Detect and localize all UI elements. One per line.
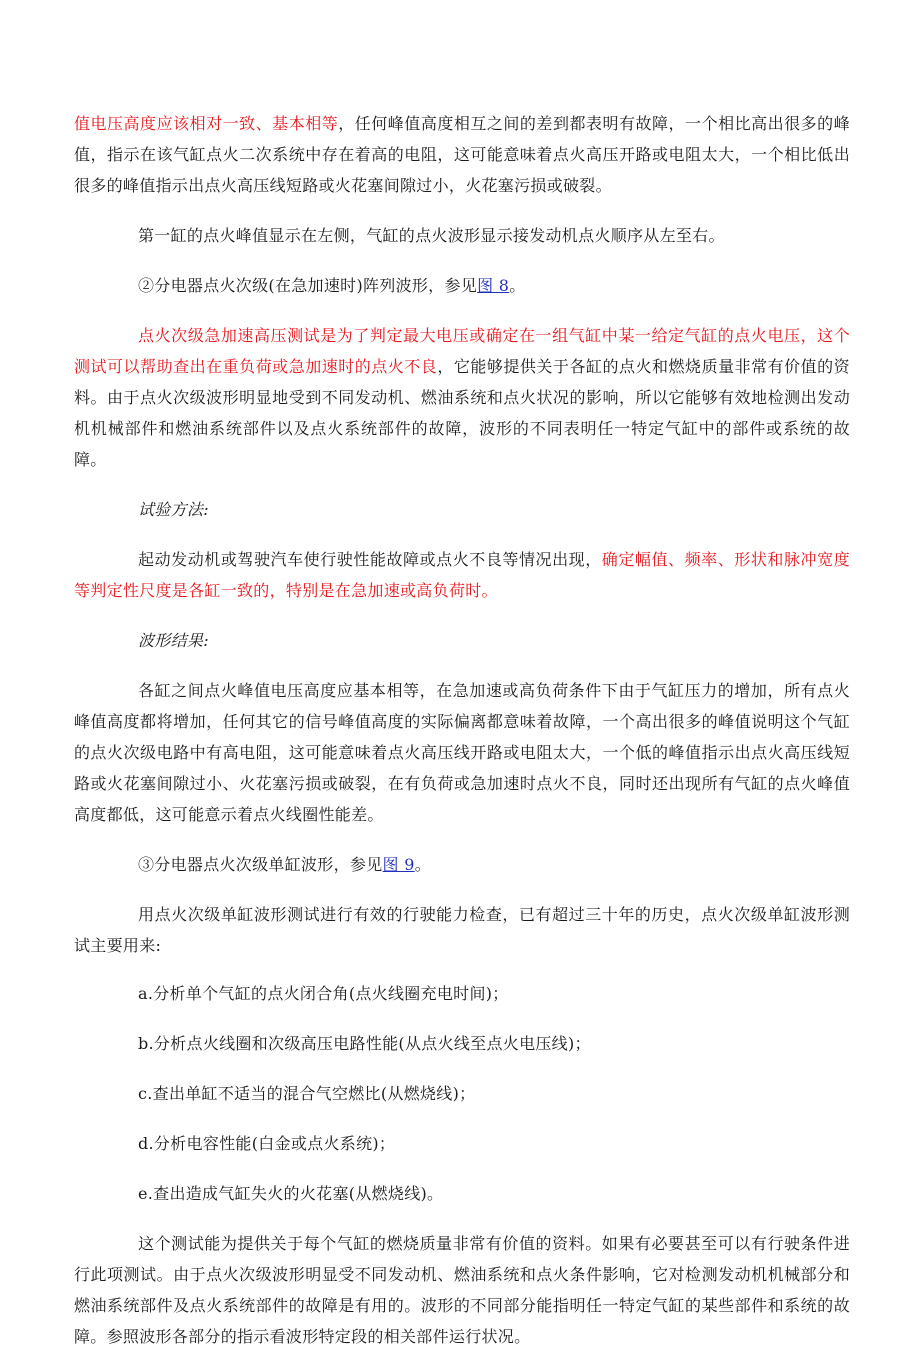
list-item-d: d.分析电容性能(白金或点火系统)； [138,1134,396,1153]
list-item-e: e.查出造成气缸失火的火花塞(从燃烧线)。 [138,1184,444,1203]
body-text: 。 [414,855,431,874]
heading-text: 试验方法: [138,500,209,519]
paragraph-peak-voltage [74,108,850,201]
figure-9-link[interactable]: 图 9 [382,855,415,874]
paragraph-first-cylinder: 第一缸的点火峰值显示在左侧，气缸的点火波形显示接发动机点火顺序从左至右。 [138,226,725,245]
body-text: 起动发动机或驾驶汽车使行驶性能故障或点火不良等情况出现， [138,550,602,569]
list-item-b: b.分析点火线圈和次级高压电路性能(从点火线至点火电压线)； [138,1034,591,1053]
paragraph-single-cylinder [74,849,850,880]
body-text: ，任何峰值高度相互之间的差到都表明有故障，一个相比高出很多的峰值，指示在该气缸点火二次系统中存在着高的电阻，这可能意味着点火高压开路或电阻太大，一个相比低出很多的峰值指示出点火高压线短路或火花塞间隙过小，火花塞污损或破裂。 [74,114,850,195]
heading-waveform-results [74,625,850,656]
document-page [74,108,850,1371]
figure-8-link[interactable]: 图 8 [477,276,510,295]
body-text: ③分电器点火次级单缸波形，参见 [138,855,383,874]
highlight-text: 点火次级急加速高压测试是为了判定最大电压或确定在一组气缸中某一给定气缸的点火电压，这个测试可以帮助查出在重负荷或急加速时的点火不良 [74,326,850,376]
paragraph-combustion-quality: 这个测试能为提供关于每个气缸的燃烧质量非常有价值的资料。如果有必要甚至可以有行驶条件进行此项测试。由于点火次级波形明显受不同发动机、燃油系统和点火条件影响，它对检测发动机机械部分和燃油系统部件及点火系统部件的故障是有用的。波形的不同部分能指明任一特定气缸的某些部件和系统的故障。参照波形各部分的指示看波形特定段的相关部件运行状况。 [74,1234,850,1346]
highlight-text: 值电压高度应该相对一致、基本相等 [74,114,339,133]
highlight-text: 确定幅值、频率、形状和脉冲宽度等判定性尺度是各缸一致的，特别是在急加速或高负荷时。 [74,550,850,600]
paragraph-acceleration-test [74,320,850,475]
heading-test-method [74,494,850,525]
body-text: 。 [509,276,526,295]
paragraph-test-method [74,544,850,606]
list-item-a: a.分析单个气缸的点火闭合角(点火线圈充电时间)； [138,984,509,1003]
paragraph-waveform-results: 各缸之间点火峰值电压高度应基本相等，在急加速或高负荷条件下由于气缸压力的增加，所有点火峰值高度都将增加，任何其它的信号峰值高度的实际偏离都意味着故障，一个高出很多的峰值说明这个气缸的点火次级电路中有高电阻，这可能意味着点火高压线开路或电阻太大，一个低的峰值指示出点火高压线短路或火花塞间隙过小、火花塞污损或破裂，在有负荷或急加速时点火不良，同时还出现所有气缸的点火峰值高度都低，这可能意示着点火线圈性能差。 [74,681,850,824]
body-text: ，它能够提供关于各缸的点火和燃烧质量非常有价值的资料。由于点火次级波形明显地受到不同发动机、燃油系统和点火状况的影响，所以它能够有效地检测出发动机机械部件和燃油系统部件以及点火系统部件的故障，波形的不同表明任一特定气缸中的部件或系统的故障。 [74,357,850,469]
body-text: ②分电器点火次级(在急加速时)阵列波形，参见 [138,276,478,295]
paragraph-single-cylinder-intro: 用点火次级单缸波形测试进行有效的行驶能力检查，已有超过三十年的历史，点火次级单缸波形测试主要用来: [74,905,850,955]
heading-text: 波形结果: [138,631,209,650]
paragraph-array-waveform [74,270,850,301]
list-item-c: c.查出单缸不适当的混合气空燃比(从燃烧线)； [138,1084,476,1103]
